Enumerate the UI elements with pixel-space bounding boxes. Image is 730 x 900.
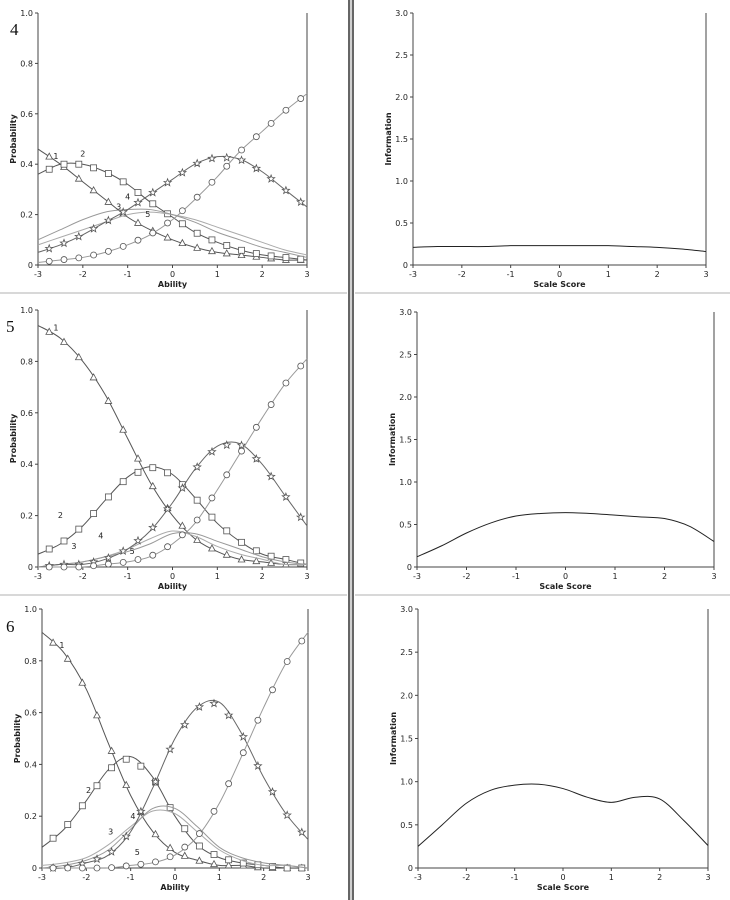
data-point [209, 495, 215, 501]
x-tick-label: -3 [34, 572, 42, 581]
y-tick-label: 0 [402, 261, 408, 270]
series-line-0 [418, 784, 708, 846]
data-point [268, 402, 274, 408]
y-tick-label: 0.6 [24, 708, 37, 718]
x-tick-label: 2 [259, 270, 265, 279]
category-label: 5 [145, 210, 151, 220]
x-tick-label: 0 [556, 270, 563, 279]
y-tick-label: 2.5 [399, 350, 412, 360]
data-point [209, 237, 215, 243]
y-tick-label: 0.8 [24, 656, 37, 666]
data-point [211, 808, 217, 814]
data-point [239, 448, 245, 454]
data-point [194, 497, 200, 503]
data-point [123, 782, 130, 788]
data-point [120, 479, 126, 485]
data-point [46, 245, 53, 252]
data-point [209, 514, 215, 520]
vertical-divider [349, 0, 353, 900]
y-tick-label: 0.4 [24, 760, 37, 770]
data-point [224, 472, 230, 478]
data-point [123, 863, 129, 869]
x-tick-label: -2 [78, 572, 87, 581]
data-point [196, 843, 202, 849]
x-tick-label: -2 [78, 270, 87, 279]
x-tick-label: 0 [169, 572, 176, 581]
y-tick-label: 0.6 [20, 408, 33, 418]
data-point [138, 861, 144, 867]
category-label: 2 [57, 511, 63, 521]
x-tick-label: 2 [657, 873, 663, 882]
x-tick-label: 0 [172, 873, 178, 882]
y-tick-label: 1.0 [400, 777, 413, 787]
data-point [75, 175, 82, 181]
x-tick-label: -2 [462, 572, 471, 581]
data-point [209, 179, 215, 185]
data-point [165, 544, 171, 550]
data-point [105, 198, 112, 204]
x-tick-label: -3 [414, 873, 422, 882]
data-point [299, 638, 305, 644]
data-point [94, 783, 100, 789]
x-tick-label: -3 [413, 572, 421, 581]
data-point [253, 251, 259, 257]
y-tick-label: 2.0 [400, 691, 413, 701]
data-point [253, 134, 259, 140]
data-point [61, 538, 67, 544]
data-point [123, 756, 129, 762]
x-tick-label: 3 [711, 572, 717, 581]
y-tick-label: 0.2 [20, 210, 33, 220]
data-point [79, 803, 85, 809]
data-point [120, 243, 126, 249]
y-tick-label: 0.2 [20, 511, 33, 521]
y-tick-label: 0.5 [395, 219, 408, 228]
series-line-2 [42, 756, 308, 868]
x-tick-label: -3 [409, 270, 417, 279]
x-tick-label: 3 [305, 873, 311, 882]
y-tick-label: 1.0 [20, 9, 33, 18]
data-point [120, 426, 127, 432]
y-axis-title: Probability [9, 413, 18, 464]
x-tick-label: -3 [38, 873, 46, 882]
data-point [253, 165, 260, 172]
data-point [165, 220, 171, 226]
data-point [208, 155, 215, 162]
x-axis-title: Ability [157, 582, 188, 591]
data-point [46, 546, 52, 552]
y-axis-title: Information [384, 112, 393, 166]
data-point [239, 539, 245, 545]
y-tick-label: 2.5 [395, 51, 408, 60]
data-point [61, 564, 67, 570]
x-tick-label: -2 [462, 873, 471, 882]
data-point [90, 374, 97, 380]
y-tick-label: 1.5 [400, 734, 413, 744]
category-label: 5 [129, 547, 135, 557]
data-point [46, 258, 52, 264]
y-tick-label: 0 [406, 563, 412, 572]
category-label: 4 [98, 531, 104, 541]
x-tick-label: 2 [661, 572, 668, 581]
category-label: 4 [125, 192, 131, 202]
chart-panel-2 [384, 9, 709, 289]
chart-panel-1 [9, 9, 310, 289]
data-point [105, 494, 111, 500]
data-point [194, 194, 200, 200]
y-axis-title: Information [388, 412, 397, 467]
panel-number: 4 [10, 20, 19, 39]
y-tick-label: 1.5 [399, 435, 412, 445]
data-point [123, 833, 130, 840]
x-tick-label: 1 [214, 270, 220, 279]
data-point [152, 859, 158, 865]
data-point [90, 187, 97, 193]
x-axis-title: Scale Score [536, 883, 590, 892]
data-point [239, 147, 245, 153]
panel-number: 6 [6, 617, 15, 636]
chart-panel-3 [6, 306, 310, 591]
category-label: 1 [59, 640, 65, 650]
series-line-3 [42, 810, 308, 868]
chart-panel-4 [388, 308, 717, 591]
category-label: 1 [53, 152, 59, 162]
data-point [135, 189, 141, 195]
data-point [150, 201, 156, 207]
x-tick-label: 1 [214, 572, 220, 581]
data-point [150, 552, 156, 558]
data-point [76, 161, 82, 167]
data-point [60, 239, 67, 246]
data-point [182, 826, 188, 832]
data-point [135, 455, 142, 461]
category-label: 4 [130, 811, 136, 821]
series-line-0 [417, 513, 714, 557]
x-tick-label: 0 [562, 572, 569, 581]
data-point [105, 561, 111, 567]
chart-panel-6 [389, 605, 711, 892]
y-tick-label: 1.0 [24, 605, 37, 614]
category-label: 3 [116, 202, 122, 212]
y-tick-label: 0.5 [399, 520, 412, 530]
data-point [224, 242, 230, 248]
panel-number: 5 [6, 317, 15, 336]
y-tick-label: 0.8 [20, 59, 33, 69]
data-point [211, 852, 217, 858]
data-point [238, 156, 245, 163]
data-point [61, 257, 67, 263]
y-tick-label: 0.2 [24, 812, 37, 822]
data-point [138, 763, 144, 769]
x-tick-label: -3 [34, 270, 42, 279]
data-point [239, 247, 245, 253]
data-point [91, 252, 97, 258]
data-point [298, 96, 304, 102]
data-point [94, 865, 100, 871]
category-label: 3 [108, 827, 114, 837]
data-point [181, 852, 188, 858]
y-tick-label: 2.0 [399, 393, 412, 402]
data-point [283, 107, 289, 113]
y-tick-label: 0 [27, 563, 33, 572]
data-point [50, 865, 56, 871]
x-tick-label: 0 [169, 270, 176, 279]
x-tick-label: 3 [703, 270, 709, 279]
data-point [76, 564, 82, 570]
data-point [240, 750, 246, 756]
y-tick-label: 3.0 [400, 605, 413, 614]
y-tick-label: 0.4 [20, 460, 33, 470]
data-point [298, 363, 304, 369]
y-tick-label: 1.0 [395, 177, 408, 186]
x-tick-label: 1 [605, 270, 611, 279]
data-point [255, 717, 261, 723]
data-point [120, 179, 126, 185]
data-point [46, 564, 52, 570]
y-tick-label: 1.0 [20, 306, 33, 315]
x-tick-label: -1 [123, 270, 132, 279]
data-point [109, 865, 115, 871]
data-point [298, 256, 304, 262]
data-point [46, 328, 53, 334]
data-point [150, 230, 156, 236]
data-point [167, 746, 174, 753]
x-tick-label: 1 [612, 572, 618, 581]
series-line-0 [413, 246, 706, 252]
data-point [50, 835, 56, 841]
y-tick-label: 0 [27, 261, 33, 270]
data-point [61, 161, 67, 167]
data-point [253, 548, 259, 554]
series-line-5 [42, 700, 308, 868]
data-point [224, 528, 230, 534]
x-tick-label: 3 [304, 572, 310, 581]
x-tick-label: 1 [216, 873, 222, 882]
x-axis-title: Scale Score [533, 280, 586, 289]
y-tick-label: 2.5 [400, 648, 413, 658]
y-tick-label: 0.4 [20, 160, 33, 170]
series-line-5 [42, 632, 308, 868]
x-tick-label: 2 [654, 270, 660, 279]
y-axis-title: Information [389, 711, 398, 766]
data-point [179, 532, 185, 538]
data-point [165, 470, 171, 476]
data-point [108, 747, 115, 753]
data-point [194, 517, 200, 523]
x-axis-title: Scale Score [539, 582, 592, 591]
x-tick-label: -2 [457, 270, 466, 279]
data-point [75, 233, 82, 240]
data-point [179, 221, 185, 227]
y-tick-label: 0.8 [20, 357, 33, 367]
category-label: 5 [134, 848, 140, 858]
x-tick-label: 3 [304, 270, 310, 279]
x-axis-title: Ability [160, 883, 190, 892]
data-point [268, 253, 274, 259]
data-point [109, 765, 115, 771]
x-tick-label: 2 [259, 572, 265, 581]
data-point [240, 733, 247, 740]
x-tick-label: 1 [608, 873, 614, 882]
data-point [268, 120, 274, 126]
y-axis-title: Probability [9, 114, 18, 164]
x-tick-label: -1 [510, 873, 519, 882]
y-tick-label: 1.5 [395, 135, 408, 144]
data-point [91, 511, 97, 517]
data-point [135, 237, 141, 243]
data-point [94, 712, 101, 718]
data-point [105, 248, 111, 254]
data-point [105, 397, 112, 403]
data-point [194, 160, 201, 167]
x-tick-label: 2 [261, 873, 267, 882]
data-point [284, 659, 290, 665]
data-point [253, 424, 259, 430]
y-tick-label: 0 [31, 864, 37, 873]
data-point [135, 556, 141, 562]
data-point [76, 526, 82, 532]
data-point [182, 844, 188, 850]
data-point [135, 469, 141, 475]
y-tick-label: 0.6 [20, 109, 33, 119]
y-axis-title: Probability [13, 713, 22, 764]
y-tick-label: 3.0 [395, 9, 408, 18]
y-tick-label: 0.5 [400, 820, 413, 830]
data-point [65, 865, 71, 871]
data-point [91, 165, 97, 171]
x-tick-label: -1 [512, 572, 520, 581]
x-tick-label: -1 [126, 873, 135, 882]
data-point [179, 208, 185, 214]
data-point [79, 679, 86, 685]
data-point [226, 781, 232, 787]
y-tick-label: 2.0 [395, 93, 408, 102]
data-point [105, 171, 111, 177]
data-point [65, 822, 71, 828]
data-point [208, 448, 215, 455]
data-point [46, 153, 53, 159]
chart-panel-5 [6, 605, 311, 892]
data-point [91, 563, 97, 569]
category-label: 1 [53, 323, 59, 333]
data-point [283, 380, 289, 386]
x-axis-title: Ability [157, 280, 188, 289]
x-tick-label: -2 [82, 873, 91, 882]
y-tick-label: 3.0 [399, 308, 412, 317]
series-line-5 [38, 442, 307, 567]
x-tick-label: 3 [705, 873, 711, 882]
data-point [283, 255, 289, 261]
x-tick-label: -1 [506, 270, 515, 279]
data-point [254, 762, 261, 769]
category-label: 3 [71, 542, 77, 552]
series-line-1 [42, 632, 308, 868]
y-tick-label: 1.0 [399, 478, 412, 487]
data-point [75, 354, 82, 360]
data-point [76, 255, 82, 261]
y-tick-label: 0 [407, 864, 413, 873]
data-point [79, 865, 85, 871]
data-point [150, 465, 156, 471]
x-tick-label: -1 [123, 572, 132, 581]
data-point [224, 163, 230, 169]
data-point [225, 712, 232, 719]
data-point [270, 687, 276, 693]
data-point [120, 559, 126, 565]
category-label: 2 [80, 149, 86, 159]
data-point [64, 655, 71, 661]
category-label: 2 [86, 785, 92, 795]
data-point [167, 854, 173, 860]
data-point [46, 166, 52, 172]
data-point [194, 230, 200, 236]
data-point [223, 154, 230, 161]
data-point [226, 857, 232, 863]
x-tick-label: 0 [560, 873, 566, 882]
series-line-5 [38, 359, 307, 567]
data-point [196, 831, 202, 837]
